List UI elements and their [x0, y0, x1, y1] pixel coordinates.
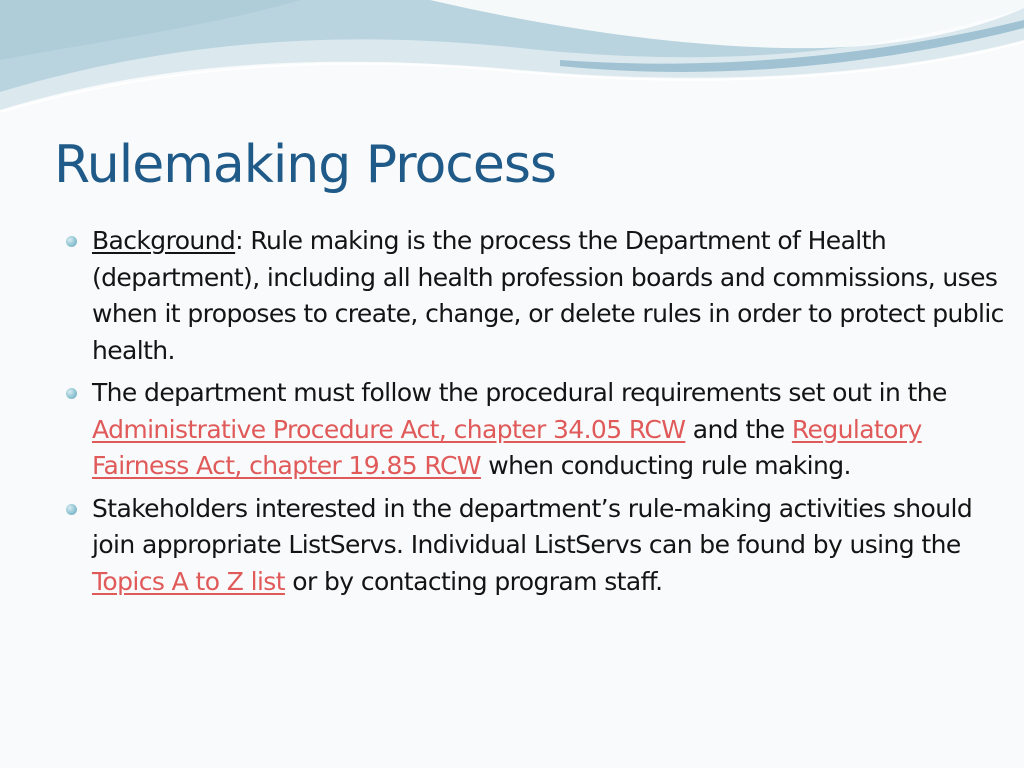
- bullet-marker-icon: [66, 236, 77, 247]
- header-wave-decoration: [0, 0, 1024, 120]
- bullet-marker-icon: [66, 388, 77, 399]
- bullet-procedural-requirements: [64, 375, 1004, 485]
- bullet-list: [64, 223, 1004, 606]
- procedural-text-1: The department must follow the procedural requirements set out in the: [92, 378, 947, 407]
- stakeholders-text-1: Stakeholders interested in the department’s rule-making activities should join appropriate ListServs. Individual ListServs can be found by using the: [92, 493, 973, 559]
- bullet-background: [64, 223, 1004, 369]
- link-topics-a-to-z[interactable]: Topics A to Z list: [92, 566, 285, 596]
- bullet-marker-icon: [66, 504, 77, 515]
- procedural-text-3: when conducting rule making.: [480, 451, 851, 480]
- stakeholders-text-2: or by contacting program staff.: [284, 566, 663, 596]
- background-text: : Rule making is the process the Department of Health (department), including all health profession boards and commissions, uses when it proposes to create, change, or delete rules in order to protect public health.: [92, 226, 1004, 365]
- bullet-stakeholders: [64, 491, 1004, 601]
- background-label: Background: [92, 226, 236, 255]
- procedural-text-2: and the: [685, 414, 792, 444]
- slide-title: Rulemaking Process: [54, 135, 557, 195]
- link-regulatory-fairness-act[interactable]: Regulatory Fairness Act, chapter 19.85 RCW: [92, 414, 922, 480]
- link-administrative-procedure-act[interactable]: Administrative Procedure Act, chapter 34.05 RCW: [92, 414, 686, 444]
